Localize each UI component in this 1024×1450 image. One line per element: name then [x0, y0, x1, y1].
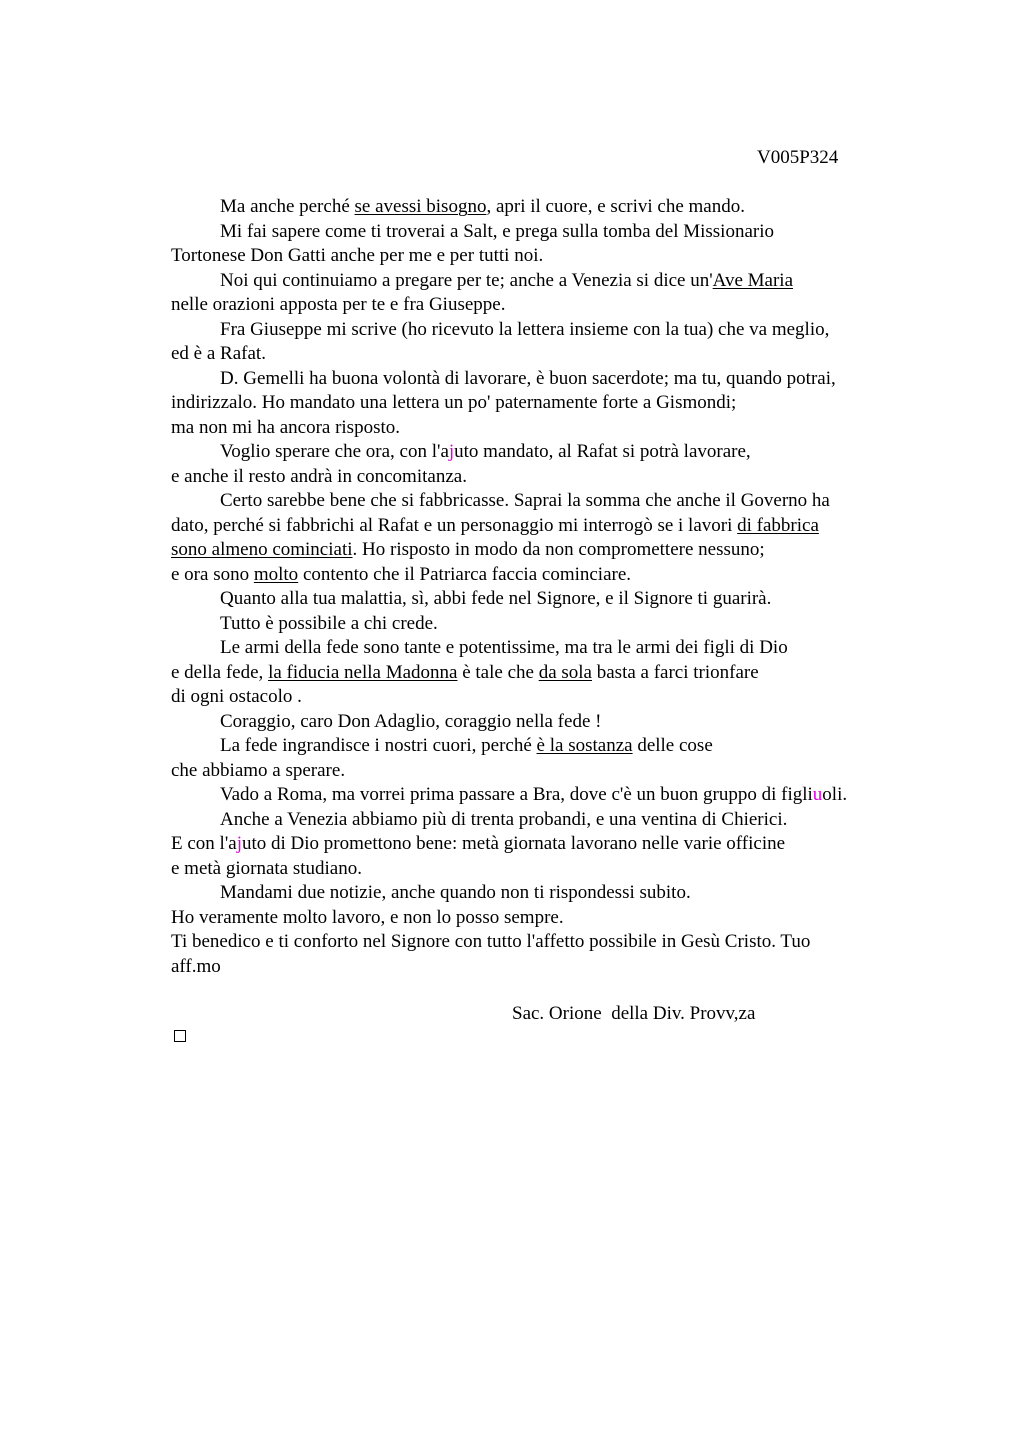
text-run: e della fede,	[171, 661, 269, 683]
text-run: basta a farci trionfare	[592, 661, 759, 683]
text-line	[171, 734, 931, 759]
underlined-phrase: di fabbrica	[737, 514, 819, 536]
text-line	[171, 195, 931, 220]
document-reference: V005P324	[757, 147, 839, 168]
text-line	[171, 269, 931, 294]
underlined-phrase: la fiducia nella Madonna	[268, 661, 458, 683]
text-line: Quanto alla tua malattia, sì, abbi fede nel Signore, e il Signore ti guarirà.	[220, 588, 772, 609]
text-line: Mi fai sapere come ti troverai a Salt, e prega sulla tomba del Missionario	[220, 220, 774, 242]
text-run: Ma anche perché	[220, 196, 355, 217]
text-run: E con l'a	[171, 833, 237, 854]
text-line	[171, 661, 931, 686]
text-run: dato, perché si fabbrichi al Rafat e un personaggio mi interrogò se i lavori	[171, 514, 738, 536]
text-line	[171, 783, 931, 808]
text-line: Certo sarebbe bene che si fabbricasse. Saprai la somma che anche il Governo ha	[220, 490, 830, 511]
text-run: è tale che	[457, 661, 539, 683]
text-line: D. Gemelli ha buona volontà di lavorare, è buon sacerdote; ma tu, quando potrai,	[220, 367, 836, 389]
text-line: ma non mi ha ancora risposto.	[171, 416, 401, 438]
underlined-phrase: Ave Maria	[712, 269, 794, 291]
text-run: . Ho risposto in modo da non compromettere nessuno;	[352, 539, 765, 560]
checkbox-square-icon	[174, 1030, 186, 1042]
letter-body	[171, 195, 931, 979]
text-line	[171, 832, 931, 857]
text-line: nelle orazioni apposta per te e fra Giuseppe.	[171, 294, 506, 315]
text-run: La fede ingrandisce i nostri cuori, perché	[220, 735, 537, 756]
text-line: di ogni ostacolo .	[171, 686, 302, 707]
text-line: Le armi della fede sono tante e potentissime, ma tra le armi dei figli di Dio	[220, 637, 788, 658]
text-run: delle cose	[632, 735, 713, 756]
underlined-phrase: molto	[253, 563, 299, 585]
text-line	[171, 538, 931, 563]
text-line: Coraggio, caro Don Adaglio, coraggio nella fede !	[220, 710, 602, 732]
text-line: che abbiamo a sperare.	[171, 759, 346, 781]
highlighted-letter: j	[448, 441, 455, 462]
text-run: contento che il Patriarca faccia cominciare.	[298, 563, 632, 585]
text-line: indirizzalo. Ho mandato una lettera un po' paternamente forte a Gismondi;	[171, 392, 737, 413]
signature: Sac. Orione della Div. Provv,za	[512, 1003, 756, 1024]
underlined-phrase: da sola	[538, 661, 592, 683]
text-line: Ho veramente molto lavoro, e non lo posso sempre.	[171, 906, 564, 928]
text-line	[171, 563, 931, 588]
text-line	[171, 440, 931, 465]
text-line: Tutto è possibile a chi crede.	[220, 612, 438, 634]
text-run: uto di Dio promettono bene: metà giornata lavorano nelle varie officine	[241, 833, 786, 854]
text-line: Mandami due notizie, anche quando non ti rispondessi subito.	[220, 882, 691, 903]
text-line: aff.mo	[171, 955, 221, 977]
text-line: Anche a Venezia abbiamo più di trenta probandi, e una ventina di Chierici.	[220, 808, 788, 830]
highlighted-letter: j	[236, 833, 242, 854]
text-run: Noi qui continuiamo a pregare per te; anche a Venezia si dice un'	[220, 269, 713, 291]
text-line: Ti benedico e ti conforto nel Signore con tutto l'affetto possibile in Gesù Cristo. Tuo	[171, 931, 811, 952]
text-line: ed è a Rafat.	[171, 343, 266, 364]
text-line: Tortonese Don Gatti anche per me e per tutti noi.	[171, 245, 544, 266]
text-run: Voglio sperare che ora, con l'a	[220, 441, 449, 462]
underlined-phrase: se avessi bisogno	[354, 196, 487, 217]
underlined-phrase: sono almeno cominciati	[171, 539, 353, 560]
text-line: e anche il resto andrà in concomitanza.	[171, 465, 467, 487]
text-run: , apri il cuore, e scrivi che mando.	[486, 196, 745, 217]
text-line	[171, 514, 931, 539]
text-run: Vado a Roma, ma vorrei prima passare a Bra, dove c'è un buon gruppo di figli	[220, 784, 813, 805]
text-run: oli.	[822, 784, 848, 805]
text-line: Fra Giuseppe mi scrive (ho ricevuto la lettera insieme con la tua) che va meglio,	[220, 318, 830, 340]
underlined-phrase: è la sostanza	[536, 735, 633, 756]
text-line: e metà giornata studiano.	[171, 857, 362, 879]
highlighted-letter: u	[812, 784, 823, 805]
text-run: e ora sono	[171, 563, 254, 585]
text-run: uto mandato, al Rafat si potrà lavorare,	[454, 441, 751, 462]
